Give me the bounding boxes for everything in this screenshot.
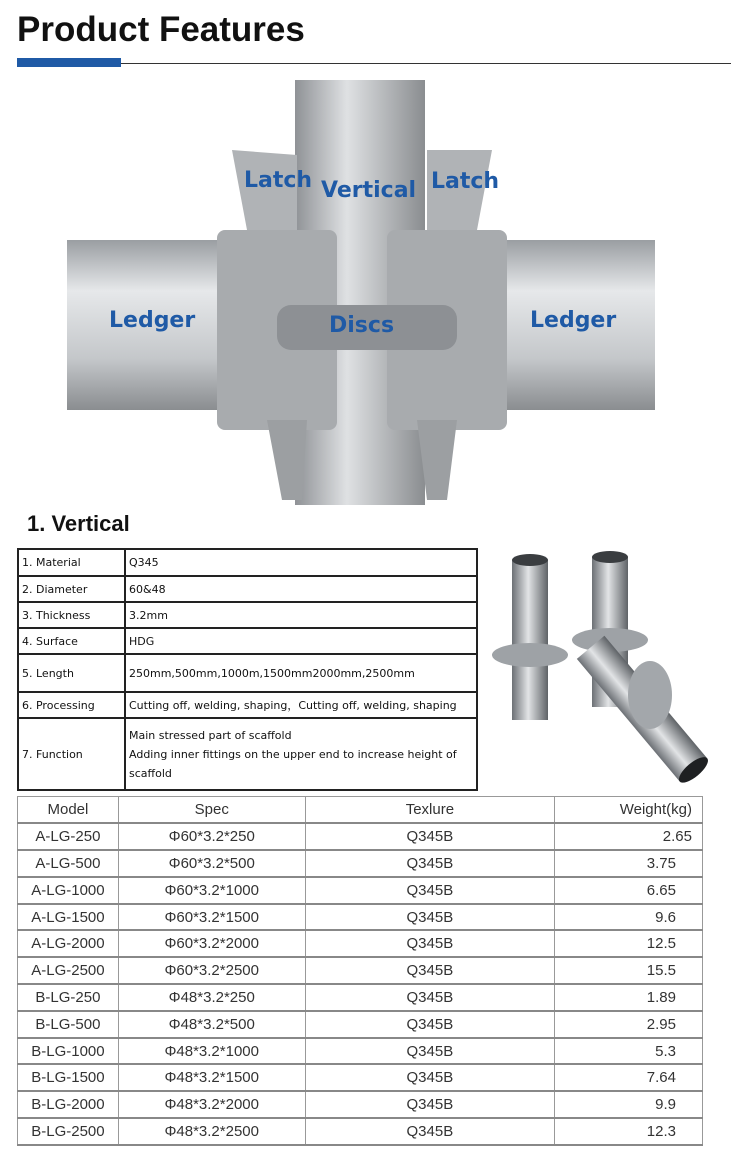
table-row (18, 1064, 703, 1091)
table-row (18, 1011, 703, 1038)
cell-weight: 2.65 (555, 823, 703, 850)
cell-model: B-LG-1500 (18, 1064, 119, 1091)
cell-weight: 7.64 (555, 1064, 703, 1091)
cell-weight: 9.6 (555, 904, 703, 931)
table-row (18, 1118, 703, 1145)
cell-spec: Φ60*3.2*1000 (118, 877, 305, 904)
cell-model: B-LG-500 (18, 1011, 119, 1038)
vertical-standard-photo (490, 545, 720, 785)
scaffold-joint-illustration (67, 80, 655, 505)
cell-texture: Q345B (305, 1064, 555, 1091)
cell-spec: Φ48*3.2*2500 (118, 1118, 305, 1145)
cell-texture: Q345B (305, 904, 555, 931)
cell-texture: Q345B (305, 1091, 555, 1118)
spec-label: 2. Diameter (18, 576, 125, 602)
cell-model: A-LG-250 (18, 823, 119, 850)
cell-texture: Q345B (305, 850, 555, 877)
column-header-model: Model (18, 797, 119, 824)
spec-label: 7. Function (18, 718, 125, 790)
cell-texture: Q345B (305, 1118, 555, 1145)
table-row (18, 1038, 703, 1065)
spec-row (18, 718, 477, 790)
spec-row (18, 576, 477, 602)
cell-spec: Φ48*3.2*1000 (118, 1038, 305, 1065)
spec-value: 250mm,500mm,1000m,1500mm2000mm,2500mm (125, 654, 477, 692)
cell-model: B-LG-2000 (18, 1091, 119, 1118)
column-header-texture: Texlure (305, 797, 555, 824)
cell-model: B-LG-1000 (18, 1038, 119, 1065)
cell-spec: Φ60*3.2*1500 (118, 904, 305, 931)
cell-texture: Q345B (305, 823, 555, 850)
spec-value: 60&48 (125, 576, 477, 602)
cell-weight: 12.3 (555, 1118, 703, 1145)
section-title: 1. Vertical (27, 511, 130, 536)
cell-texture: Q345B (305, 957, 555, 984)
spec-row (18, 602, 477, 628)
cell-spec: Φ48*3.2*1500 (118, 1064, 305, 1091)
spec-label: 3. Thickness (18, 602, 125, 628)
spec-row (18, 628, 477, 654)
label-latch-left: Latch (244, 168, 313, 193)
cell-spec: Φ48*3.2*250 (118, 984, 305, 1011)
cell-spec: Φ48*3.2*500 (118, 1011, 305, 1038)
cell-spec: Φ48*3.2*2000 (118, 1091, 305, 1118)
spec-table (17, 548, 478, 791)
spec-label: 1. Material (18, 549, 125, 576)
vertical-standards-illustration (490, 545, 720, 785)
table-row (18, 904, 703, 931)
label-ledger-left: Ledger (109, 308, 196, 333)
cell-weight: 3.75 (555, 850, 703, 877)
cell-spec: Φ60*3.2*500 (118, 850, 305, 877)
spec-row (18, 549, 477, 576)
cell-spec: Φ60*3.2*250 (118, 823, 305, 850)
title-accent-bar (17, 58, 121, 67)
cell-weight: 12.5 (555, 930, 703, 957)
cell-weight: 5.3 (555, 1038, 703, 1065)
title-divider (121, 63, 731, 64)
table-row (18, 930, 703, 957)
table-header-row (18, 797, 703, 824)
label-discs: Discs (329, 313, 395, 338)
scaffold-joint-photo (67, 80, 655, 505)
spec-value: 3.2mm (125, 602, 477, 628)
spec-row (18, 654, 477, 692)
spec-value: Cutting off, welding, shaping，Cutting off, welding, shaping (125, 692, 477, 718)
spec-label: 6. Processing (18, 692, 125, 718)
cell-texture: Q345B (305, 984, 555, 1011)
column-header-weight: Weight(kg) (555, 797, 703, 824)
cell-texture: Q345B (305, 877, 555, 904)
table-row (18, 1091, 703, 1118)
cell-model: A-LG-2500 (18, 957, 119, 984)
spec-value-line: Adding inner fittings on the upper end to increase height of scaffold (129, 747, 457, 780)
spec-value-line: Main stressed part of scaffold (129, 728, 292, 742)
model-table (17, 796, 703, 1146)
cell-model: A-LG-2000 (18, 930, 119, 957)
cell-texture: Q345B (305, 930, 555, 957)
cell-weight: 9.9 (555, 1091, 703, 1118)
cell-weight: 2.95 (555, 1011, 703, 1038)
column-header-spec: Spec (118, 797, 305, 824)
cell-model: A-LG-1500 (18, 904, 119, 931)
label-latch-right: Latch (431, 169, 500, 194)
spec-value: HDG (125, 628, 477, 654)
cell-weight: 1.89 (555, 984, 703, 1011)
spec-row (18, 692, 477, 718)
spec-label: 4. Surface (18, 628, 125, 654)
cell-spec: Φ60*3.2*2500 (118, 957, 305, 984)
cell-texture: Q345B (305, 1038, 555, 1065)
cell-texture: Q345B (305, 1011, 555, 1038)
label-ledger-right: Ledger (530, 308, 617, 333)
table-row (18, 877, 703, 904)
cell-weight: 6.65 (555, 877, 703, 904)
spec-value (125, 718, 477, 790)
table-row (18, 850, 703, 877)
cell-weight: 15.5 (555, 957, 703, 984)
cell-model: B-LG-2500 (18, 1118, 119, 1145)
page-title: Product Features (17, 10, 305, 49)
label-vertical: Vertical (321, 178, 417, 203)
cell-spec: Φ60*3.2*2000 (118, 930, 305, 957)
spec-value: Q345 (125, 549, 477, 576)
table-row (18, 823, 703, 850)
cell-model: A-LG-500 (18, 850, 119, 877)
table-row (18, 957, 703, 984)
table-row (18, 984, 703, 1011)
cell-model: B-LG-250 (18, 984, 119, 1011)
cell-model: A-LG-1000 (18, 877, 119, 904)
spec-label: 5. Length (18, 654, 125, 692)
